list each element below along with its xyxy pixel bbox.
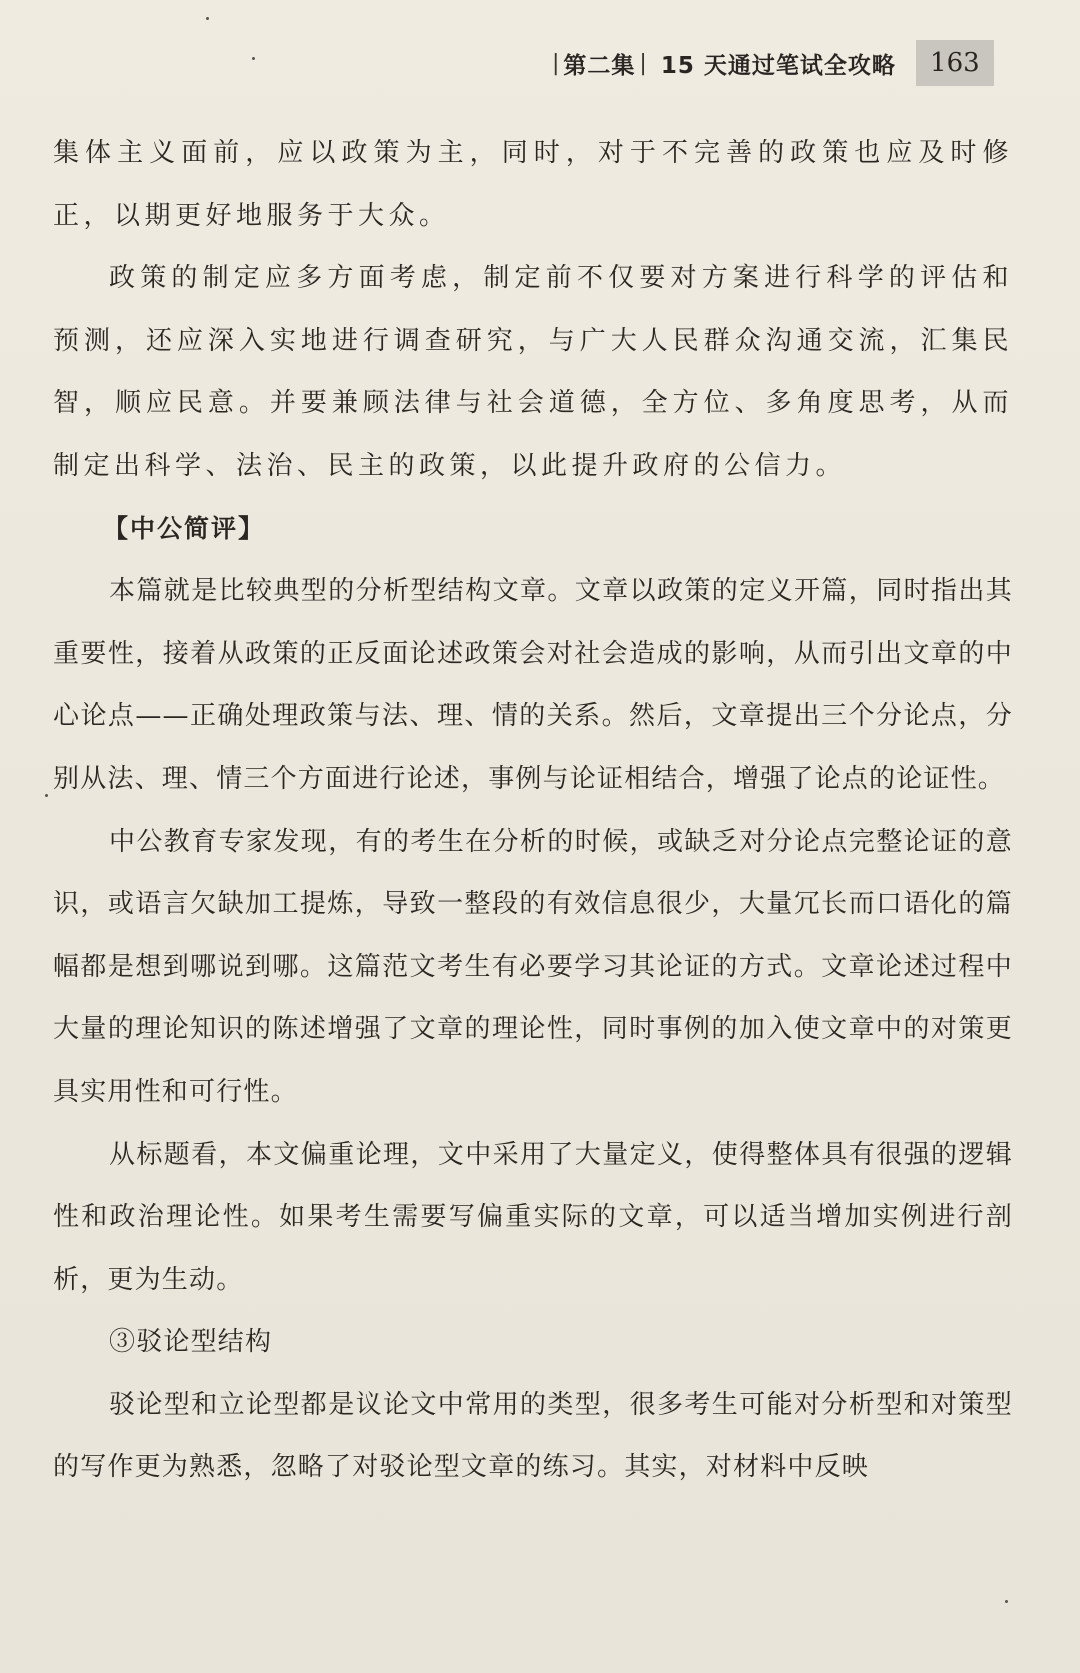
header-separator: | <box>639 50 647 76</box>
essay-paragraph: 集体主义面前，应以政策为主，同时，对于不完善的政策也应及时修正，以期更好地服务于大众。 <box>53 138 1013 231</box>
running-header <box>548 38 994 88</box>
header-separator: | <box>552 50 560 76</box>
page-body <box>53 122 1013 1499</box>
body-paragraph: 驳论型和立论型都是议论文中常用的类型，很多考生可能对分析型和对策型的写作更为熟悉，忽略了对驳论型文章的练习。其实，对材料中反映 <box>53 1389 1013 1483</box>
essay-paragraph: 政策的制定应多方面考虑，制定前不仅要对方案进行科学的评估和预测，还应深入实地进行调查研究，与广大人民群众沟通交流，汇集民智，顺应民意。并要兼顾法律与社会道德，全方位、多角度思考，从而制定出科学、法治、民主的政策，以此提升政府的公信力。 <box>53 263 1013 481</box>
comment-paragraph: 从标题看，本文偏重论理，文中采用了大量定义，使得整体具有很强的逻辑性和政治理论性。如果考生需要写偏重实际的文章，可以适当增加实例进行剖析，更为生动。 <box>53 1139 1013 1295</box>
section-subheading: ③驳论型结构 <box>109 1327 273 1358</box>
paper-speck <box>45 794 48 797</box>
header-book-title: 15 天通过笔试全攻略 <box>660 52 896 79</box>
comment-paragraph: 中公教育专家发现，有的考生在分析的时候，或缺乏对分论点完整论证的意识，或语言欠缺加工提炼，导致一整段的有效信息很少，大量冗长而口语化的篇幅都是想到哪说到哪。这篇范文考生有必要学习其论证的方式。文章论述过程中大量的理论知识的陈述增强了文章的理论性，同时事例的加入使文章中的对策更具实用性和可行性。 <box>53 826 1013 1107</box>
paper-speck <box>252 57 255 60</box>
paper-speck <box>206 17 209 20</box>
comment-paragraph: 本篇就是比较典型的分析型结构文章。文章以政策的定义开篇，同时指出其重要性，接着从政策的正反面论述政策会对社会造成的影响，从而引出文章的中心论点——正确处理政策与法、理、情的关系。然后，文章提出三个分论点，分别从法、理、情三个方面进行论述，事例与论证相结合，增强了论点的论证性。 <box>53 576 1013 794</box>
paper-speck <box>1005 1600 1008 1603</box>
comment-heading: 【中公简评】 <box>103 513 266 543</box>
page-number: 163 <box>916 40 994 86</box>
header-part-label: 第二集 <box>563 52 636 79</box>
